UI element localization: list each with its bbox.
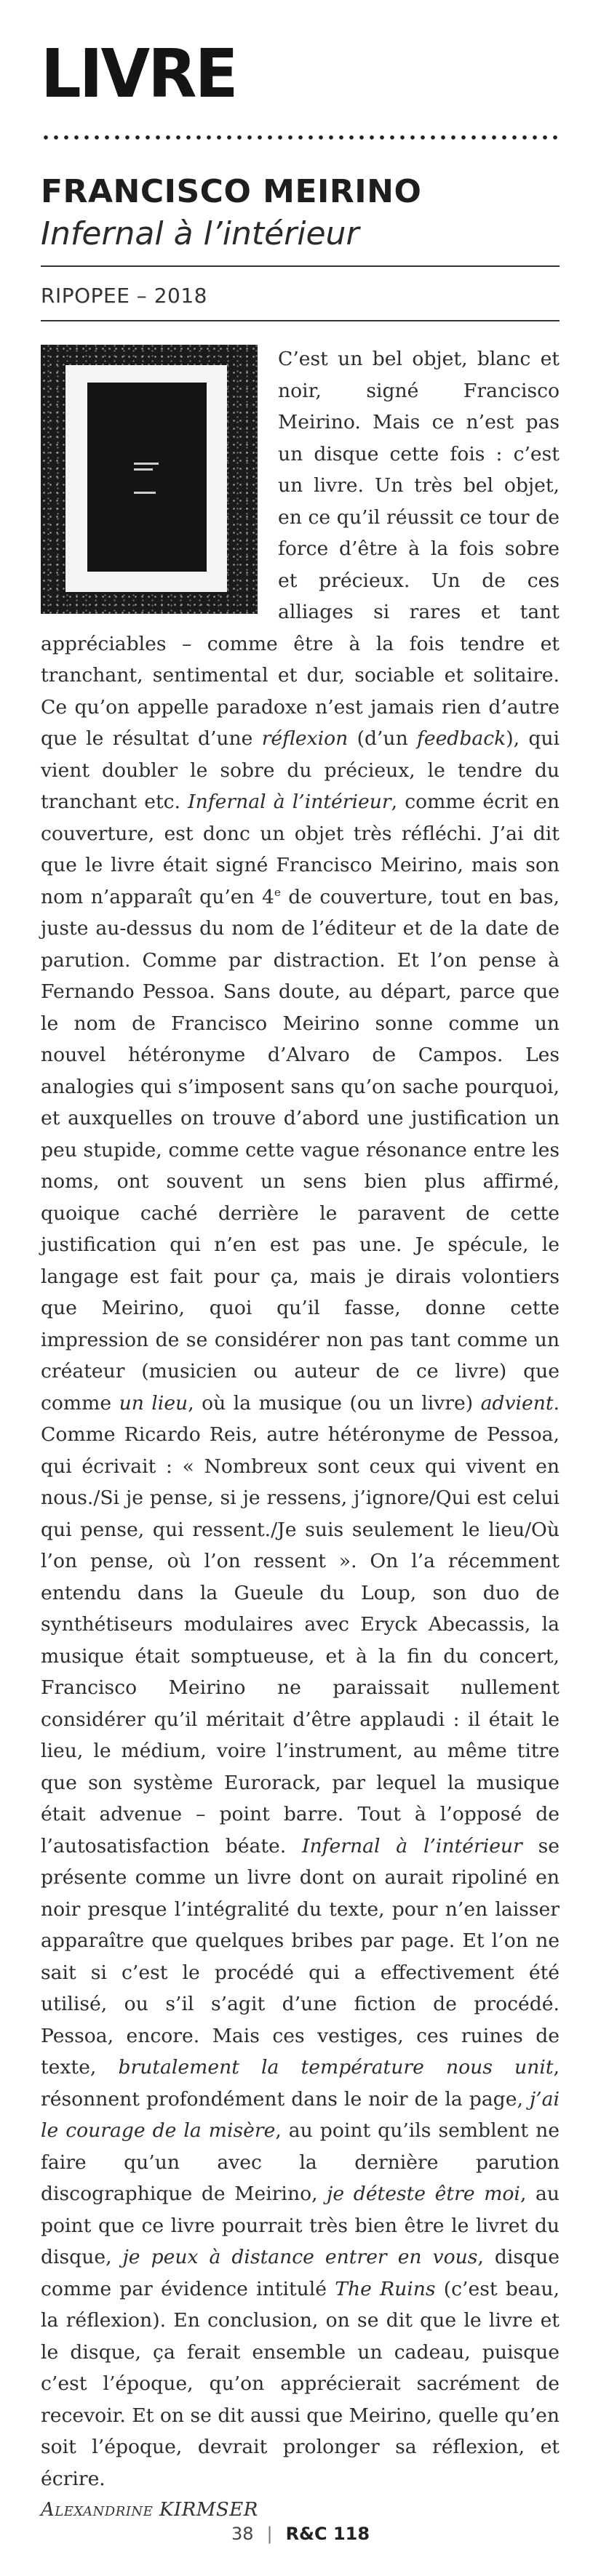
article-signature: Alexandrine KIRMSER [41, 2499, 258, 2521]
page-footer [0, 2524, 601, 2544]
page-number: 38 [231, 2524, 254, 2544]
article-paragraph: C’est un bel objet, blanc et noir, signé Francisco Meirino. Mais ce n’est pas un disque cette fois : c’est un livre. Un très bel objet, en ce qu’il réussit ce tour de force d’être à la fois sobre et précieux. Un de ces alliages si rares et tant appréciables – comme être à la fois tendre et tranchant, sentimental et dur, sociable et solitaire. Ce qu’on appelle paradoxe n’est jamais rien d’autre que le résultat d’une réflexion (d’un feedback), qui vient doubler le sobre du précieux, le tendre du tranchant etc. Infernal à l’intérieur, comme écrit en couverture, est donc un objet très réfléchi. J’ai dit que le livre était signé Francisco Meirino, mais son nom n’apparaît qu’en 4e de couverture, tout en bas, juste au-dessus du nom de l’éditeur et de la date de parution. Comme par distraction. Et l’on pense à Fernando Pessoa. Sans doute, au départ, parce que le nom de Francisco Meirino sonne comme un nouvel hétéronyme d’Alvaro de Campos. Les analogies qui s’imposent sans qu’on sache pourquoi, et auxquelles on trouve d’abord une justification un peu stupide, comme cette vague résonance entre les noms, ont souvent un sens bien plus affirmé, quoique caché derrière le paravent de cette justification qui n’en est pas une. Je spécule, le langage est fait pour ça, mais je dirais volontiers que Meirino, quoi qu’il fasse, donne cette impression de se considérer non pas tant comme un créateur (musicien ou auteur de ce livre) que comme un lieu, où la musique (ou un livre) advient. Comme Ricardo Reis, autre hétéronyme de Pessoa, qui écrivait : « Nombreux sont ceux qui vivent en nous./Si je pense, si je ressens, j’ignore/Qui est celui qui pense, qui ressent./Je suis seulement le lieu/Où l’on pense, où l’on ressent ». On l’a récemment entendu dans la Gueule du Loup, son duo de synthétiseurs modulaires avec Eryck Abecassis, la musique était somptueuse, et à la fin du concert, Francisco Meirino ne paraissait nullement considérer qu’il méritait d’être applaudi : il était le lieu, le médium, voire l’instrument, au même titre que son système Eurorack, par lequel la musique était advenue – point barre. Tout à l’opposé de l’autosatisfaction béate. Infernal à l’intérieur se présente comme un livre dont on aurait ripoliné en noir presque l’intégralité du texte, pour n’en laisser apparaître que quelques bribes par page. Et l’on ne sait si c’est le procédé qui a effectivement été utilisé, ou s’il s’agit d’une fiction de procédé. Pessoa, encore. Mais ces vestiges, ces ruines de texte, brutalement la température nous unit, résonnent profondément dans le noir de la page, j’ai le courage de la misère, au point qu’ils semblent ne faire qu’un avec la dernière parution discographique de Meirino, je déteste être moi, au point que ce livre pourrait très bien être le livret du disque, je peux à distance entrer en vous, disque comme par évidence intitulé The Ruins (c’est beau, la réflexion). En conclusion, on se dit que le livre et le disque, ça ferait ensemble un cadeau, puisque c’est l’époque, qu’on apprécierait sacrément de recevoir. Et on se dit aussi que Meirino, quelle qu’en soit l’époque, devrait prolonger sa réflexion, et écrire. [41, 348, 560, 2490]
meta-rule [41, 320, 560, 321]
article-author: FRANCISCO MEIRINO [41, 173, 422, 210]
footer-separator: | [266, 2524, 273, 2544]
magazine-issue: R&C 118 [285, 2524, 370, 2544]
publisher-year: RIPOPEE – 2018 [41, 284, 207, 308]
dotted-divider [41, 135, 560, 140]
title-rule [41, 265, 560, 267]
article-book-title: Infernal à l’intérieur [41, 215, 359, 252]
article-body [41, 343, 560, 2527]
section-title: LIVRE [41, 35, 236, 113]
